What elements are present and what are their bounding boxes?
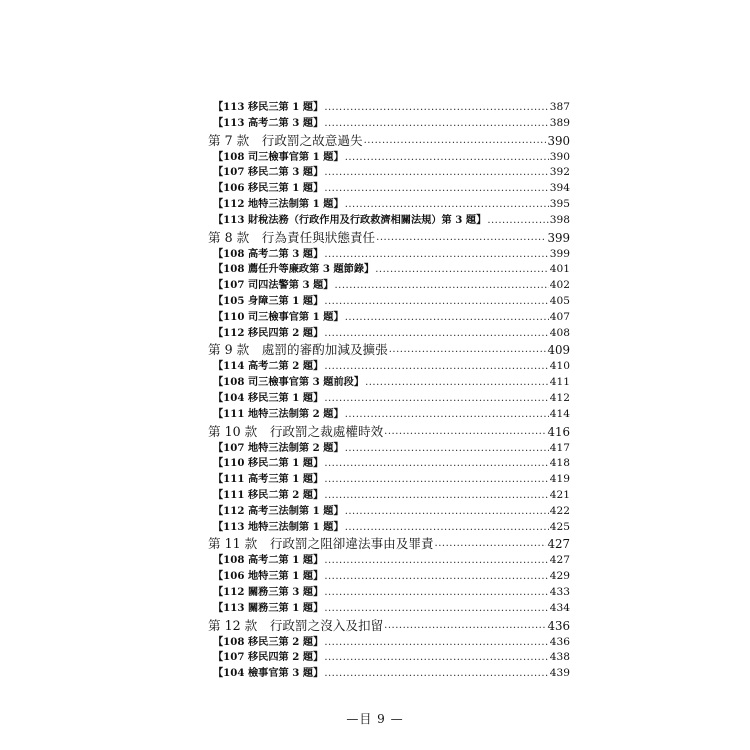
dot-leader (364, 132, 547, 150)
toc-page-number: 390 (547, 133, 570, 148)
dot-leader (375, 262, 549, 278)
dot-leader (365, 375, 549, 391)
toc-section-label: 第 8 款 行為責任與狀態責任 (208, 229, 376, 245)
toc-section-label: 第 10 款 行政罰之裁處權時效 (208, 423, 384, 439)
toc-entry (208, 165, 570, 181)
toc-entry-label: 【108 移民三第 2 題】 (213, 635, 324, 648)
dot-leader (324, 666, 548, 682)
toc-page-number: 417 (549, 441, 570, 454)
toc-entry (208, 375, 570, 391)
dot-leader (324, 326, 548, 342)
toc-page-number: 410 (549, 360, 570, 373)
toc-entry-label: 【114 高考二第 2 題】 (213, 360, 324, 373)
toc-entry (208, 472, 570, 488)
toc-section-heading (208, 132, 570, 150)
dot-leader (324, 472, 548, 488)
toc-entry-label: 【113 財稅法務（行政作用及行政救濟相關法規）第 3 題】 (213, 213, 487, 226)
dot-leader (324, 359, 548, 375)
toc-page-number: 427 (549, 554, 570, 567)
toc-section-heading (208, 617, 570, 635)
dot-leader (324, 391, 548, 407)
dot-leader (324, 650, 548, 666)
toc-page-number: 414 (549, 407, 570, 420)
dot-leader (345, 407, 549, 423)
toc-entry (208, 310, 570, 326)
toc-entry-label: 【107 移民二第 3 題】 (213, 166, 324, 179)
toc-section-heading (208, 535, 570, 553)
toc-entry-label: 【108 司三檢事官第 1 題】 (213, 150, 344, 163)
toc-entry-label: 【112 移民四第 2 題】 (213, 326, 324, 339)
dot-leader (324, 247, 548, 263)
toc-entry-label: 【113 地特三法制第 1 題】 (213, 520, 344, 533)
toc-page-number: 429 (549, 570, 570, 583)
toc-entry-label: 【113 移民三第 1 題】 (213, 101, 324, 113)
toc-entry-label: 【108 高考二第 1 題】 (213, 554, 324, 567)
toc-page-number: 405 (549, 294, 570, 307)
toc-page-number: 412 (549, 391, 570, 404)
dot-leader (345, 150, 549, 166)
dot-leader (345, 504, 549, 520)
toc-page-number: 395 (549, 197, 570, 210)
toc-page-number: 438 (549, 651, 570, 664)
toc-entry (208, 585, 570, 601)
toc-entry (208, 569, 570, 585)
dot-leader (324, 488, 548, 504)
toc-page-number: 408 (549, 326, 570, 339)
dot-leader (345, 310, 549, 326)
toc-page-number: 433 (549, 585, 570, 598)
dot-leader (335, 278, 549, 294)
toc-entry (208, 520, 570, 536)
toc-entry (208, 247, 570, 263)
dot-leader (324, 569, 548, 585)
toc-page-number: 416 (547, 424, 570, 439)
toc-page-number: 398 (549, 213, 570, 226)
toc-page-number: 421 (549, 488, 570, 501)
toc-entry-label: 【108 薦任升等廉政第 3 題節錄】 (213, 263, 375, 276)
toc-page-number: 387 (549, 101, 570, 113)
toc-section-label: 第 9 款 處罰的審酌加減及擴張 (208, 342, 388, 358)
toc-entry-label: 【112 高考三法制第 1 題】 (213, 504, 344, 517)
toc-entry (208, 359, 570, 375)
toc-entry (208, 197, 570, 213)
toc-page-number: 422 (549, 504, 570, 517)
toc-entry-label: 【106 移民三第 1 題】 (213, 182, 324, 195)
toc-section-heading (208, 229, 570, 247)
dot-leader (324, 553, 548, 569)
toc-entry-label: 【108 高考二第 3 題】 (213, 247, 324, 260)
toc-entry (208, 294, 570, 310)
toc-entry (208, 601, 570, 617)
toc-entry-label: 【106 地特三第 1 題】 (213, 570, 324, 583)
dot-leader (345, 441, 549, 457)
toc-entry (208, 635, 570, 651)
toc-page-number: 418 (549, 457, 570, 470)
toc-entry-label: 【107 地特三法制第 2 題】 (213, 441, 344, 454)
dot-leader (324, 585, 548, 601)
toc-page-number: 434 (549, 601, 570, 614)
toc-page-number: 394 (549, 182, 570, 195)
toc-entry (208, 504, 570, 520)
dot-leader (389, 341, 547, 359)
toc-page-number: 411 (549, 376, 570, 389)
toc-entry (208, 650, 570, 666)
toc-page-number: 402 (549, 279, 570, 292)
toc-page-number: 407 (549, 310, 570, 323)
dot-leader (324, 100, 548, 116)
toc-page-number: 399 (549, 247, 570, 260)
dot-leader (324, 635, 548, 651)
toc-entry-label: 【105 身障三第 1 題】 (213, 294, 324, 307)
toc-entry (208, 181, 570, 197)
table-of-contents (208, 100, 570, 682)
dot-leader (376, 229, 546, 247)
toc-entry (208, 262, 570, 278)
dot-leader (384, 617, 546, 635)
toc-entry-label: 【113 關務三第 1 題】 (213, 601, 324, 614)
toc-section-label: 第 7 款 行政罰之故意過失 (208, 132, 363, 148)
dot-leader (324, 181, 548, 197)
toc-entry-label: 【107 移民四第 2 題】 (213, 651, 324, 664)
dot-leader (435, 535, 547, 553)
toc-page-number: 399 (547, 230, 570, 245)
toc-entry-label: 【110 司三檢事官第 1 題】 (213, 310, 344, 323)
toc-entry (208, 488, 570, 504)
toc-page-number: 436 (549, 635, 570, 648)
toc-entry-label: 【112 關務三第 3 題】 (213, 585, 324, 598)
toc-entry (208, 407, 570, 423)
toc-section-label: 第 11 款 行政罰之阻卻違法事由及罪責 (208, 536, 434, 552)
toc-entry-label: 【107 司四法警第 3 題】 (213, 279, 334, 292)
dot-leader (384, 423, 546, 441)
toc-page-number: 419 (549, 473, 570, 486)
dot-leader (324, 165, 548, 181)
toc-page-number: 392 (549, 166, 570, 179)
toc-entry (208, 278, 570, 294)
toc-entry-label: 【113 高考二第 3 題】 (213, 116, 324, 129)
toc-page-number: 436 (547, 618, 570, 633)
dot-leader (324, 294, 548, 310)
dot-leader (487, 213, 548, 229)
toc-entry (208, 150, 570, 166)
dot-leader (324, 456, 548, 472)
toc-entry (208, 391, 570, 407)
toc-entry (208, 441, 570, 457)
toc-section-heading (208, 423, 570, 441)
toc-page-number: 427 (547, 537, 570, 552)
toc-entry (208, 666, 570, 682)
toc-entry (208, 553, 570, 569)
toc-entry-label: 【111 地特三法制第 2 題】 (213, 407, 344, 420)
toc-entry (208, 456, 570, 472)
dot-leader (324, 601, 548, 617)
toc-entry-label: 【110 移民二第 1 題】 (213, 457, 324, 470)
toc-page-number: 439 (549, 667, 570, 680)
toc-entry (208, 213, 570, 229)
toc-entry-label: 【111 高考三第 1 題】 (213, 473, 324, 486)
page-number: —目 9 — (346, 712, 404, 726)
dot-leader (345, 520, 549, 536)
toc-entry-label: 【104 檢事官第 3 題】 (213, 667, 324, 680)
toc-entry (208, 326, 570, 342)
toc-entry (208, 100, 570, 116)
toc-entry-label: 【112 地特三法制第 1 題】 (213, 197, 344, 210)
toc-entry-label: 【104 移民三第 1 題】 (213, 391, 324, 404)
toc-page-number: 401 (549, 263, 570, 276)
toc-section-label: 第 12 款 行政罰之沒入及扣留 (208, 617, 384, 633)
toc-page-number: 389 (549, 116, 570, 129)
dot-leader (324, 116, 548, 132)
toc-entry-label: 【108 司三檢事官第 3 題前段】 (213, 376, 365, 389)
toc-section-heading (208, 341, 570, 359)
toc-entry-label: 【111 移民二第 2 題】 (213, 488, 324, 501)
dot-leader (345, 197, 549, 213)
toc-entry (208, 116, 570, 132)
toc-page-number: 425 (549, 520, 570, 533)
toc-page-number: 390 (549, 150, 570, 163)
toc-page-number: 409 (547, 343, 570, 358)
